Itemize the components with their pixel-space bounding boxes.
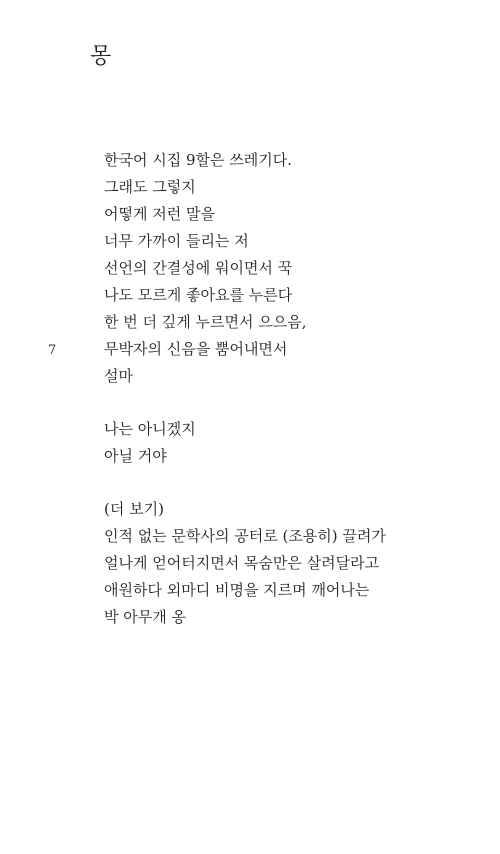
poem-line: 나는 아니겠지	[104, 420, 196, 438]
stanza-3	[104, 496, 464, 631]
poem-line: 애원하다 외마디 비명을 지르며 깨어나는	[104, 581, 370, 599]
poem-body	[104, 147, 464, 657]
line-number: 7	[48, 343, 57, 358]
poem-line: 무박자의 신음을 뿜어내면서	[104, 340, 288, 358]
poem-line: 박 아무개 옹	[104, 608, 186, 626]
poem-line: 너무 가까이 들리는 저	[104, 232, 249, 250]
poem-line: 그래도 그렇지	[104, 178, 196, 196]
poem-line: 아닐 거야	[104, 447, 167, 465]
stanza-1	[104, 147, 464, 390]
poem-line: 설마	[104, 367, 133, 385]
stanza-2	[104, 416, 464, 470]
poem-line: 인적 없는 문학사의 공터로 (조용히) 끌려가	[104, 527, 386, 545]
poem-line: 선언의 간결성에 워이면서 꾹	[104, 259, 293, 277]
poem-line: (더 보기)	[104, 500, 164, 518]
poem-line: 한국어 시집 9할은 쓰레기다.	[104, 151, 293, 169]
poem-line: 얼나게 얻어터지면서 목숨만은 살려달라고	[104, 554, 380, 572]
poem-line: 어떻게 저런 말을	[104, 205, 215, 223]
poem-title: 몽	[90, 44, 112, 69]
poem-line: 한 번 더 깊게 누르면서 으으음,	[104, 313, 307, 331]
poem-line: 나도 모르게 좋아요를 누른다	[104, 286, 293, 304]
